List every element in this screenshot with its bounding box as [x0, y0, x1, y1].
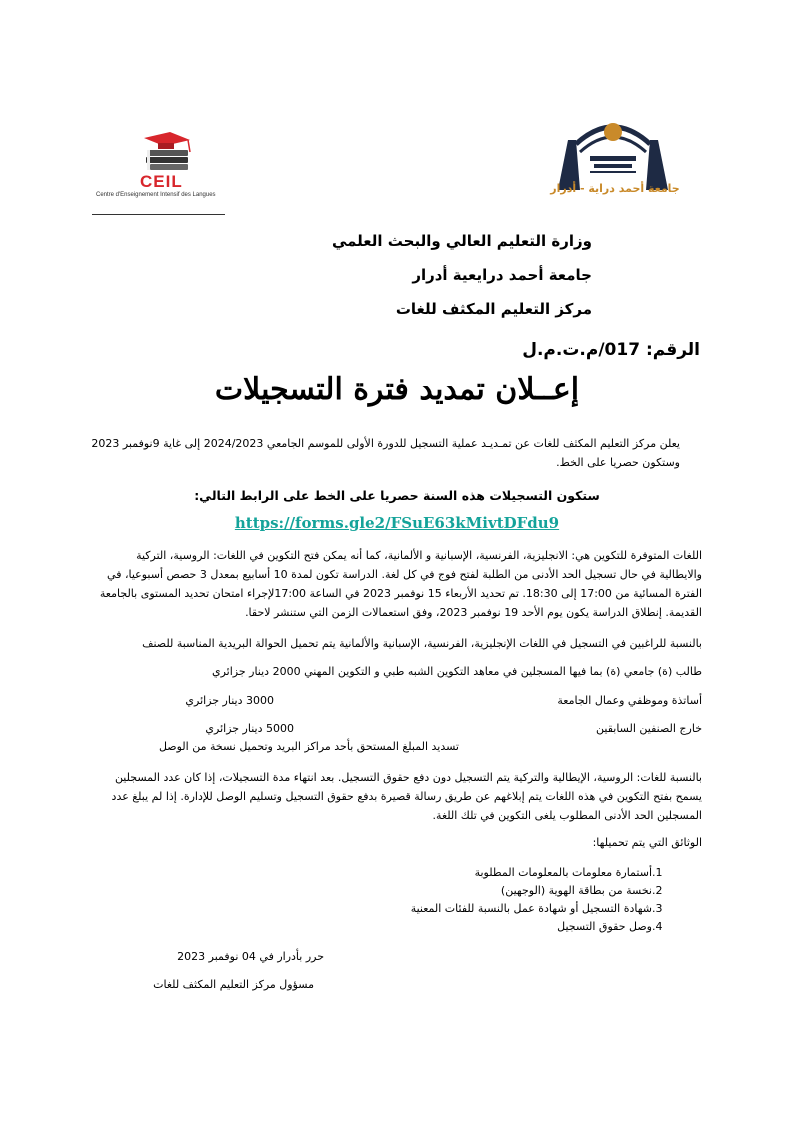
ministry-heading: وزارة التعليم العالي والبحث العلمي	[331, 232, 592, 250]
document-item: 2.نخسة من بطاقة الهوية (الوجهين)	[500, 884, 663, 897]
ceil-logo-subtitle: Centre d'Enseignement Intensif des Langues	[96, 192, 216, 198]
university-heading: جامعة أحمد درايعية أدرار	[412, 266, 592, 284]
payment-note: تسديد المبلغ المستحق بأحد مراكز البريد وتحميل نسخة من الوصل	[158, 740, 459, 753]
ceil-divider	[92, 214, 225, 215]
document-title: إعــلان تمديد فترة التسجيلات	[214, 372, 580, 407]
registration-link[interactable]: https://forms.gle2/FSuE63kMivtDFdu9	[234, 514, 560, 532]
link-lead-text: ستكون التسجيلات هذه السنة حصريا على الخط على الرابط التالي:	[194, 488, 600, 503]
documents-lead: الوثائق التي يتم تحميلها:	[592, 836, 702, 849]
document-item: 4.وصل حقوق التسجيل	[557, 920, 663, 933]
center-heading: مركز التعليم المكثف للغات	[395, 300, 592, 318]
signature-signatory: مسؤول مركز التعليم المكثف للغات	[153, 978, 314, 991]
intro-paragraph: يعلن مركز التعليم المكثف للغات عن تمـديـد عملية التسجيل للدورة الأولى للموسم الجامعي 2024/2023 إلى غاية 9نوفمبر 2023 وستكون حصريا على الخط.	[91, 437, 680, 469]
fee-student: طالب (ة) جامعي (ة) بما فيها المسجلين في معاهد التكوين الشبه طبي و التكوين المهني 2000 دينار جزائري	[211, 665, 702, 678]
fee-staff-label: أساتذة وموظفي وعمال الجامعة	[557, 694, 702, 707]
fee-staff-amount: 3000 دينار جزائري	[185, 694, 274, 707]
fee-external-label: خارج الصنفين السابقين	[596, 722, 702, 735]
signature-date: حرر بأدرار في 04 نوفمبر 2023	[177, 950, 324, 963]
document-item: 1.أستمارة معلومات بالمعلومات المطلوبة	[474, 866, 663, 879]
university-logo-text: جامعة أحمد دراية - أدرار	[550, 182, 680, 195]
other-languages-paragraph: بالنسبة للغات: الروسية، الإيطالية والتركية يتم التسجيل دون دفع حقوق التسجيل. بعد انتهاء مدة التسجيلات، إذا كان عدد المسجلين يسمح بفتح التكوين في هذه اللغات يتم إبلاغهم عن طريق رسالة قصيرة بدفع حقوق التسجيل وتسليم الوصل للإدارة. إذا لم يبلغ عدد المسجلين الحد الأدنى المطلوب يلغى التكوين في تلك اللغة.	[111, 771, 702, 822]
document-item: 3.شهادة التسجيل أو شهادة عمل بالنسبة للفئات المعنية	[410, 902, 663, 915]
reference-number: الرقم: 017/م.ت.م.ل	[522, 340, 700, 360]
fees-intro: بالنسبة للراغبين في التسجيل في اللغات الإنجليزية، الفرنسية، الإسبانية والألمانية يتم تحميل الحوالة البريدية المناسبة للصنف	[142, 637, 702, 650]
ceil-logo-text: CEIL	[140, 172, 183, 191]
fee-external-amount: 5000 دينار جزائري	[205, 722, 294, 735]
languages-paragraph: اللغات المتوفرة للتكوين هي: الانجليزية، الفرنسية، الإسبانية و الألمانية، كما أنه يمكن فتح التكوين في اللغات: الروسية، التركية والايطالية في حال تسجيل الحد الأدنى من الطلبة لفتح فوج في كل لغة. الدراسة تكون لمدة 10 أسابيع بمعدل 3 حصص أسبوعيا، في الفترة المسائية من 17:00 إلى 18:30. تم تحديد الأربعاء 15 نوفمبر 2023 في الساعة 17:00لإجراء امتحان تحديد المستوى بالجامعة القديمة. إنطلاق الدراسة يكون يوم الأحد 19 نوفمبر 2023، وفق استعمالات الزمن التي ستنشر لاحقا.	[99, 549, 702, 619]
